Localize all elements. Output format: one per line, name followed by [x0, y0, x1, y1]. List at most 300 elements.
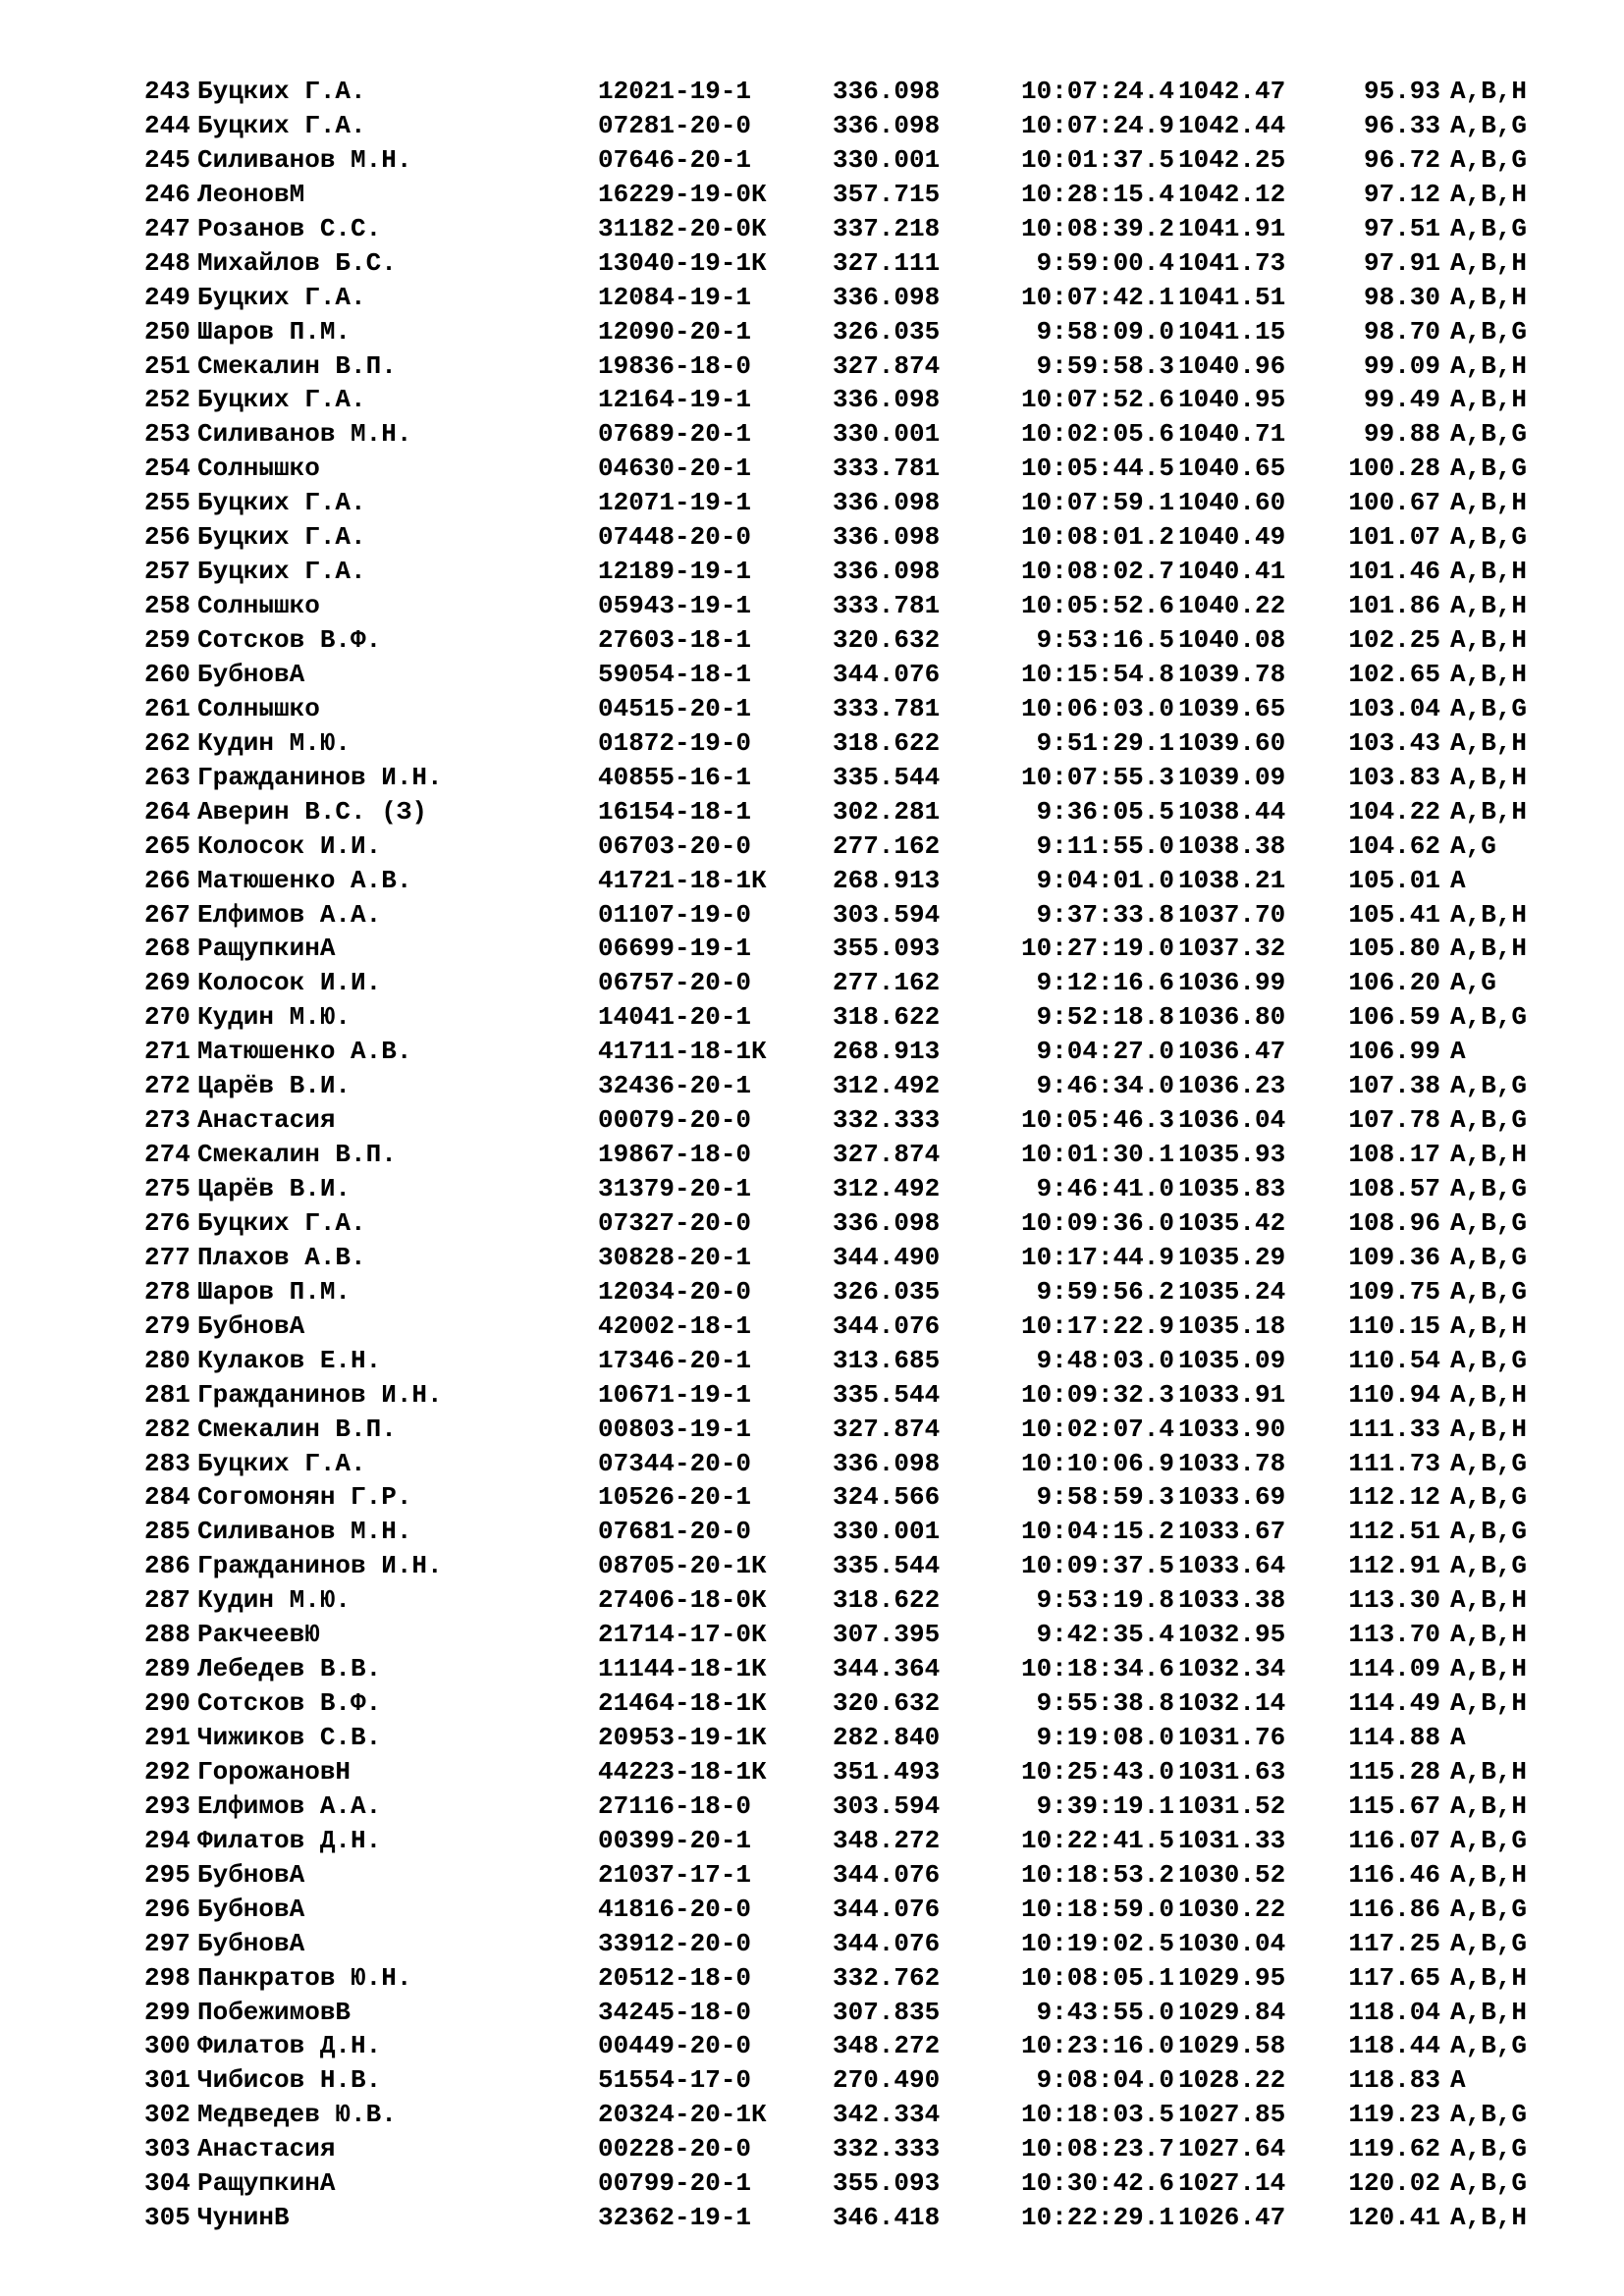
row-number: 285: [144, 1517, 190, 1547]
categories: A,B,H: [1450, 350, 1528, 381]
arrival-time: 10:07:55.3: [1020, 762, 1174, 792]
distance: 348.272: [833, 1825, 941, 1855]
ring-number: 20512-18-0: [598, 1962, 752, 1993]
distance: 335.544: [833, 762, 941, 792]
speed: 1040.60: [1178, 488, 1286, 518]
fancier-name: Анастасия: [197, 1105, 336, 1136]
arrival-time: 9:55:38.8: [1036, 1688, 1174, 1719]
row-number: 248: [144, 247, 190, 278]
row-number: 305: [144, 2203, 190, 2233]
ring-number: 07646-20-1: [598, 144, 752, 175]
categories: A,B,H: [1450, 77, 1528, 106]
row-number: 293: [144, 1790, 190, 1821]
ring-number: 07281-20-0: [598, 110, 752, 140]
ring-number: 59054-18-1: [598, 659, 752, 689]
coefficient: 116.86: [1348, 1894, 1440, 1924]
arrival-time: 9:46:34.0: [1036, 1071, 1174, 1101]
speed: 1029.58: [1178, 2031, 1286, 2061]
row-number: 271: [144, 1037, 190, 1067]
fancier-name: Силиванов М.Н.: [197, 419, 412, 450]
fancier-name: Медведев Ю.В.: [197, 2100, 397, 2130]
categories: A,B,G: [1450, 1551, 1528, 1581]
arrival-time: 10:17:44.9: [1020, 1242, 1174, 1272]
distance: 313.685: [833, 1345, 941, 1375]
fancier-name: Солнышко: [197, 454, 320, 484]
fancier-name: Буцких Г.А.: [197, 557, 366, 587]
speed: 1033.38: [1178, 1585, 1286, 1616]
fancier-name: Чибисов Н.В.: [197, 2065, 382, 2096]
arrival-time: 10:01:30.1: [1020, 1140, 1174, 1170]
categories: A,B,H: [1450, 899, 1528, 930]
ring-number: 41816-20-0: [598, 1894, 752, 1924]
ring-number: 06699-19-1: [598, 934, 752, 964]
fancier-name: Филатов Д.Н.: [197, 1825, 382, 1855]
ring-number: 27406-18-0К: [598, 1585, 767, 1616]
ring-number: 21714-17-0К: [598, 1620, 767, 1650]
ring-number: 33912-20-0: [598, 1928, 752, 1958]
distance: 346.418: [833, 2203, 941, 2233]
speed: 1041.51: [1178, 282, 1286, 312]
ring-number: 32362-19-1: [598, 2203, 752, 2233]
fancier-name: РащупкинА: [197, 934, 336, 964]
categories: A,B,G: [1450, 1482, 1528, 1513]
ring-number: 00399-20-1: [598, 1825, 752, 1855]
ring-number: 01107-19-0: [598, 899, 752, 930]
speed: 1039.09: [1178, 762, 1286, 792]
arrival-time: 10:08:39.2: [1020, 213, 1174, 243]
arrival-time: 9:12:16.6: [1036, 968, 1174, 998]
coefficient: 103.04: [1348, 693, 1440, 723]
ring-number: 12090-20-1: [598, 316, 752, 347]
arrival-time: 10:30:42.6: [1020, 2168, 1174, 2199]
speed: 1027.14: [1178, 2168, 1286, 2199]
categories: A,B,H: [1450, 1997, 1528, 2027]
arrival-time: 9:11:55.0: [1036, 830, 1174, 861]
coefficient: 120.02: [1348, 2168, 1440, 2199]
fancier-name: ЛеоновМ: [197, 179, 305, 209]
coefficient: 96.33: [1363, 110, 1440, 140]
ring-number: 17346-20-1: [598, 1345, 752, 1375]
fancier-name: Лебедев В.В.: [197, 1654, 382, 1684]
arrival-time: 9:48:03.0: [1036, 1345, 1174, 1375]
arrival-time: 10:22:41.5: [1020, 1825, 1174, 1855]
distance: 342.334: [833, 2100, 941, 2130]
ring-number: 30828-20-1: [598, 1242, 752, 1272]
arrival-time: 10:06:03.0: [1020, 693, 1174, 723]
ring-number: 20953-19-1К: [598, 1723, 767, 1752]
categories: A,B,G: [1450, 1825, 1528, 1855]
ring-number: 51554-17-0: [598, 2065, 752, 2096]
coefficient: 114.49: [1348, 1688, 1440, 1719]
row-number: 298: [144, 1962, 190, 1993]
coefficient: 104.62: [1348, 830, 1440, 861]
distance: 318.622: [833, 1585, 941, 1616]
arrival-time: 10:19:02.5: [1020, 1928, 1174, 1958]
ring-number: 16154-18-1: [598, 796, 752, 827]
categories: A,B,G: [1450, 144, 1528, 175]
categories: A,B,G: [1450, 1448, 1528, 1478]
row-number: 265: [144, 830, 190, 861]
speed: 1035.09: [1178, 1345, 1286, 1375]
row-number: 279: [144, 1310, 190, 1341]
coefficient: 117.65: [1348, 1962, 1440, 1993]
arrival-time: 10:02:05.6: [1020, 419, 1174, 450]
row-number: 274: [144, 1140, 190, 1170]
ring-number: 14041-20-1: [598, 1002, 752, 1033]
coefficient: 95.93: [1363, 77, 1440, 106]
ring-number: 05943-19-1: [598, 591, 752, 621]
coefficient: 110.54: [1348, 1345, 1440, 1375]
fancier-name: Кудин М.Ю.: [197, 1002, 352, 1033]
ring-number: 21464-18-1К: [598, 1688, 767, 1719]
row-number: 257: [144, 557, 190, 587]
coefficient: 113.70: [1348, 1620, 1440, 1650]
row-number: 289: [144, 1654, 190, 1684]
speed: 1040.71: [1178, 419, 1286, 450]
ring-number: 00079-20-0: [598, 1105, 752, 1136]
ring-number: 16229-19-0К: [598, 179, 767, 209]
row-number: 245: [144, 144, 190, 175]
ring-number: 00228-20-0: [598, 2134, 752, 2164]
speed: 1038.44: [1178, 796, 1286, 827]
speed: 1036.99: [1178, 968, 1286, 998]
speed: 1036.47: [1178, 1037, 1286, 1067]
categories: A,B,G: [1450, 2134, 1528, 2164]
arrival-time: 10:18:59.0: [1020, 1894, 1174, 1924]
row-number: 268: [144, 934, 190, 964]
distance: 268.913: [833, 865, 941, 895]
fancier-name: Шаров П.М.: [197, 316, 352, 347]
distance: 324.566: [833, 1482, 941, 1513]
coefficient: 118.04: [1348, 1997, 1440, 2027]
categories: A,B,H: [1450, 934, 1528, 964]
row-number: 295: [144, 1859, 190, 1890]
categories: A,B,H: [1450, 282, 1528, 312]
ring-number: 00799-20-1: [598, 2168, 752, 2199]
speed: 1040.65: [1178, 454, 1286, 484]
coefficient: 107.38: [1348, 1071, 1440, 1101]
ring-number: 01872-19-0: [598, 727, 752, 758]
categories: A,B,H: [1450, 1585, 1528, 1616]
fancier-name: Кудин М.Ю.: [197, 1585, 352, 1616]
distance: 333.781: [833, 693, 941, 723]
fancier-name: РащупкинА: [197, 2168, 336, 2199]
fancier-name: Филатов Д.Н.: [197, 2031, 382, 2061]
arrival-time: 10:01:37.5: [1020, 144, 1174, 175]
distance: 335.544: [833, 1379, 941, 1410]
coefficient: 98.30: [1363, 282, 1440, 312]
arrival-time: 10:28:15.4: [1020, 179, 1174, 209]
categories: A,B,H: [1450, 1756, 1528, 1787]
ring-number: 12071-19-1: [598, 488, 752, 518]
ring-number: 13040-19-1К: [598, 247, 767, 278]
coefficient: 105.80: [1348, 934, 1440, 964]
arrival-time: 9:08:04.0: [1036, 2065, 1174, 2096]
fancier-name: Смекалин В.П.: [197, 1140, 397, 1170]
row-number: 292: [144, 1756, 190, 1787]
row-number: 283: [144, 1448, 190, 1478]
distance: 330.001: [833, 419, 941, 450]
speed: 1026.47: [1178, 2203, 1286, 2233]
fancier-name: Солнышко: [197, 591, 320, 621]
row-number: 259: [144, 625, 190, 655]
arrival-time: 10:07:24.4: [1020, 77, 1174, 106]
distance: 335.544: [833, 1551, 941, 1581]
categories: A,B,H: [1450, 762, 1528, 792]
fancier-name: БубновА: [197, 1310, 305, 1341]
row-number: 254: [144, 454, 190, 484]
distance: 336.098: [833, 385, 941, 415]
coefficient: 108.17: [1348, 1140, 1440, 1170]
coefficient: 105.41: [1348, 899, 1440, 930]
arrival-time: 9:04:01.0: [1036, 865, 1174, 895]
coefficient: 116.46: [1348, 1859, 1440, 1890]
speed: 1033.64: [1178, 1551, 1286, 1581]
fancier-name: Кулаков Е.Н.: [197, 1345, 382, 1375]
arrival-time: 10:18:03.5: [1020, 2100, 1174, 2130]
speed: 1042.47: [1178, 77, 1286, 106]
fancier-name: Царёв В.И.: [197, 1174, 352, 1203]
ring-number: 04515-20-1: [598, 693, 752, 723]
row-number: 263: [144, 762, 190, 792]
speed: 1035.93: [1178, 1140, 1286, 1170]
distance: 303.594: [833, 899, 941, 930]
speed: 1027.64: [1178, 2134, 1286, 2164]
speed: 1033.69: [1178, 1482, 1286, 1513]
speed: 1037.70: [1178, 899, 1286, 930]
categories: A,B,G: [1450, 1002, 1528, 1033]
arrival-time: 9:43:55.0: [1036, 1997, 1174, 2027]
row-number: 244: [144, 110, 190, 140]
arrival-time: 10:09:32.3: [1020, 1379, 1174, 1410]
categories: A,B,G: [1450, 1928, 1528, 1958]
categories: A,B,G: [1450, 1276, 1528, 1307]
categories: A,B,H: [1450, 179, 1528, 209]
row-number: 302: [144, 2100, 190, 2130]
fancier-name: Гражданинов И.Н.: [197, 1379, 443, 1410]
coefficient: 115.28: [1348, 1756, 1440, 1787]
fancier-name: Гражданинов И.Н.: [197, 762, 443, 792]
coefficient: 114.88: [1348, 1723, 1440, 1752]
speed: 1031.63: [1178, 1756, 1286, 1787]
distance: 326.035: [833, 316, 941, 347]
speed: 1040.49: [1178, 522, 1286, 553]
categories: A,B,G: [1450, 213, 1528, 243]
ring-number: 07689-20-1: [598, 419, 752, 450]
fancier-name: Царёв В.И.: [197, 1071, 352, 1101]
categories: A,B,H: [1450, 247, 1528, 278]
fancier-name: Силиванов М.Н.: [197, 144, 412, 175]
coefficient: 112.12: [1348, 1482, 1440, 1513]
categories: A,B,H: [1450, 659, 1528, 689]
distance: 355.093: [833, 2168, 941, 2199]
fancier-name: Шаров П.М.: [197, 1276, 352, 1307]
speed: 1040.96: [1178, 350, 1286, 381]
categories: A,B,H: [1450, 727, 1528, 758]
categories: A,B,H: [1450, 1962, 1528, 1993]
distance: 312.492: [833, 1071, 941, 1101]
arrival-time: 9:36:05.5: [1036, 796, 1174, 827]
arrival-time: 10:18:34.6: [1020, 1654, 1174, 1684]
distance: 336.098: [833, 77, 941, 106]
ring-number: 07448-20-0: [598, 522, 752, 553]
speed: 1031.33: [1178, 1825, 1286, 1855]
arrival-time: 10:07:52.6: [1020, 385, 1174, 415]
fancier-name: ГорожановН: [197, 1756, 352, 1787]
distance: 344.490: [833, 1242, 941, 1272]
categories: A: [1450, 865, 1466, 895]
coefficient: 106.59: [1348, 1002, 1440, 1033]
distance: 357.715: [833, 179, 941, 209]
distance: 327.874: [833, 1140, 941, 1170]
arrival-time: 10:09:37.5: [1020, 1551, 1174, 1581]
coefficient: 103.43: [1348, 727, 1440, 758]
categories: A,B,G: [1450, 1207, 1528, 1238]
categories: A,B,H: [1450, 796, 1528, 827]
arrival-time: 10:22:29.1: [1020, 2203, 1174, 2233]
coefficient: 99.09: [1363, 350, 1440, 381]
ring-number: 10671-19-1: [598, 1379, 752, 1410]
categories: A,B,H: [1450, 2203, 1528, 2233]
categories: A,B,G: [1450, 693, 1528, 723]
fancier-name: Аверин В.С. (З): [197, 796, 428, 827]
fancier-name: Буцких Г.А.: [197, 488, 366, 518]
arrival-time: 10:27:19.0: [1020, 934, 1174, 964]
speed: 1041.91: [1178, 213, 1286, 243]
row-number: 255: [144, 488, 190, 518]
row-number: 287: [144, 1585, 190, 1616]
coefficient: 112.91: [1348, 1551, 1440, 1581]
ring-number: 27116-18-0: [598, 1790, 752, 1821]
row-number: 262: [144, 727, 190, 758]
categories: A: [1450, 2065, 1466, 2096]
categories: A,B,G: [1450, 1345, 1528, 1375]
fancier-name: БубновА: [197, 659, 305, 689]
arrival-time: 10:08:23.7: [1020, 2134, 1174, 2164]
coefficient: 106.99: [1348, 1037, 1440, 1067]
fancier-name: Буцких Г.А.: [197, 385, 366, 415]
distance: 355.093: [833, 934, 941, 964]
row-number: 303: [144, 2134, 190, 2164]
fancier-name: Солнышко: [197, 693, 320, 723]
speed: 1033.67: [1178, 1517, 1286, 1547]
coefficient: 101.07: [1348, 522, 1440, 553]
distance: 332.762: [833, 1962, 941, 1993]
categories: A,B,G: [1450, 2168, 1528, 2199]
arrival-time: 10:25:43.0: [1020, 1756, 1174, 1787]
coefficient: 118.83: [1348, 2065, 1440, 2096]
fancier-name: Силиванов М.Н.: [197, 1517, 412, 1547]
fancier-name: Смекалин В.П.: [197, 350, 397, 381]
distance: 344.076: [833, 659, 941, 689]
categories: A,B,H: [1450, 1414, 1528, 1444]
speed: 1028.22: [1178, 2065, 1286, 2096]
row-number: 273: [144, 1105, 190, 1136]
fancier-name: Смекалин В.П.: [197, 1414, 397, 1444]
coefficient: 99.88: [1363, 419, 1440, 450]
speed: 1035.18: [1178, 1310, 1286, 1341]
row-number: 290: [144, 1688, 190, 1719]
speed: 1041.73: [1178, 247, 1286, 278]
arrival-time: 9:53:19.8: [1036, 1585, 1174, 1616]
coefficient: 97.91: [1363, 247, 1440, 278]
arrival-time: 9:59:56.2: [1036, 1276, 1174, 1307]
speed: 1035.24: [1178, 1276, 1286, 1307]
row-number: 270: [144, 1002, 190, 1033]
categories: A,B,H: [1450, 385, 1528, 415]
categories: A,B,H: [1450, 1654, 1528, 1684]
distance: 318.622: [833, 727, 941, 758]
fancier-name: Анастасия: [197, 2134, 336, 2164]
speed: 1033.78: [1178, 1448, 1286, 1478]
arrival-time: 10:10:06.9: [1020, 1448, 1174, 1478]
coefficient: 113.30: [1348, 1585, 1440, 1616]
ring-number: 06757-20-0: [598, 968, 752, 998]
fancier-name: Буцких Г.А.: [197, 1207, 366, 1238]
coefficient: 111.73: [1348, 1448, 1440, 1478]
speed: 1042.44: [1178, 110, 1286, 140]
distance: 327.874: [833, 1414, 941, 1444]
speed: 1027.85: [1178, 2100, 1286, 2130]
arrival-time: 9:58:59.3: [1036, 1482, 1174, 1513]
speed: 1032.34: [1178, 1654, 1286, 1684]
distance: 332.333: [833, 1105, 941, 1136]
fancier-name: Матюшенко А.В.: [197, 865, 412, 895]
fancier-name: Матюшенко А.В.: [197, 1037, 412, 1067]
ring-number: 07681-20-0: [598, 1517, 752, 1547]
fancier-name: Согомонян Г.Р.: [197, 1482, 412, 1513]
arrival-time: 10:08:01.2: [1020, 522, 1174, 553]
row-number: 280: [144, 1345, 190, 1375]
arrival-time: 10:15:54.8: [1020, 659, 1174, 689]
speed: 1040.41: [1178, 557, 1286, 587]
categories: A,B,H: [1450, 1790, 1528, 1821]
speed: 1035.83: [1178, 1174, 1286, 1203]
row-number: 299: [144, 1997, 190, 2027]
coefficient: 119.62: [1348, 2134, 1440, 2164]
coefficient: 107.78: [1348, 1105, 1440, 1136]
coefficient: 119.23: [1348, 2100, 1440, 2130]
row-number: 276: [144, 1207, 190, 1238]
distance: 336.098: [833, 557, 941, 587]
coefficient: 100.28: [1348, 454, 1440, 484]
speed: 1041.15: [1178, 316, 1286, 347]
speed: 1030.52: [1178, 1859, 1286, 1890]
categories: A,B,H: [1450, 591, 1528, 621]
arrival-time: 10:04:15.2: [1020, 1517, 1174, 1547]
ring-number: 07344-20-0: [598, 1448, 752, 1478]
categories: A,B,H: [1450, 1859, 1528, 1890]
ring-number: 27603-18-1: [598, 625, 752, 655]
arrival-time: 9:58:09.0: [1036, 316, 1174, 347]
speed: 1036.23: [1178, 1071, 1286, 1101]
distance: 326.035: [833, 1276, 941, 1307]
distance: 307.835: [833, 1997, 941, 2027]
coefficient: 111.33: [1348, 1414, 1440, 1444]
distance: 344.364: [833, 1654, 941, 1684]
row-number: 297: [144, 1928, 190, 1958]
distance: 333.781: [833, 454, 941, 484]
fancier-name: Буцких Г.А.: [197, 1448, 366, 1478]
speed: 1038.21: [1178, 865, 1286, 895]
arrival-time: 9:39:19.1: [1036, 1790, 1174, 1821]
coefficient: 109.36: [1348, 1242, 1440, 1272]
categories: A,B,G: [1450, 419, 1528, 450]
ring-number: 40855-16-1: [598, 762, 752, 792]
distance: 344.076: [833, 1859, 941, 1890]
distance: 330.001: [833, 1517, 941, 1547]
ring-number: 19836-18-0: [598, 350, 752, 381]
